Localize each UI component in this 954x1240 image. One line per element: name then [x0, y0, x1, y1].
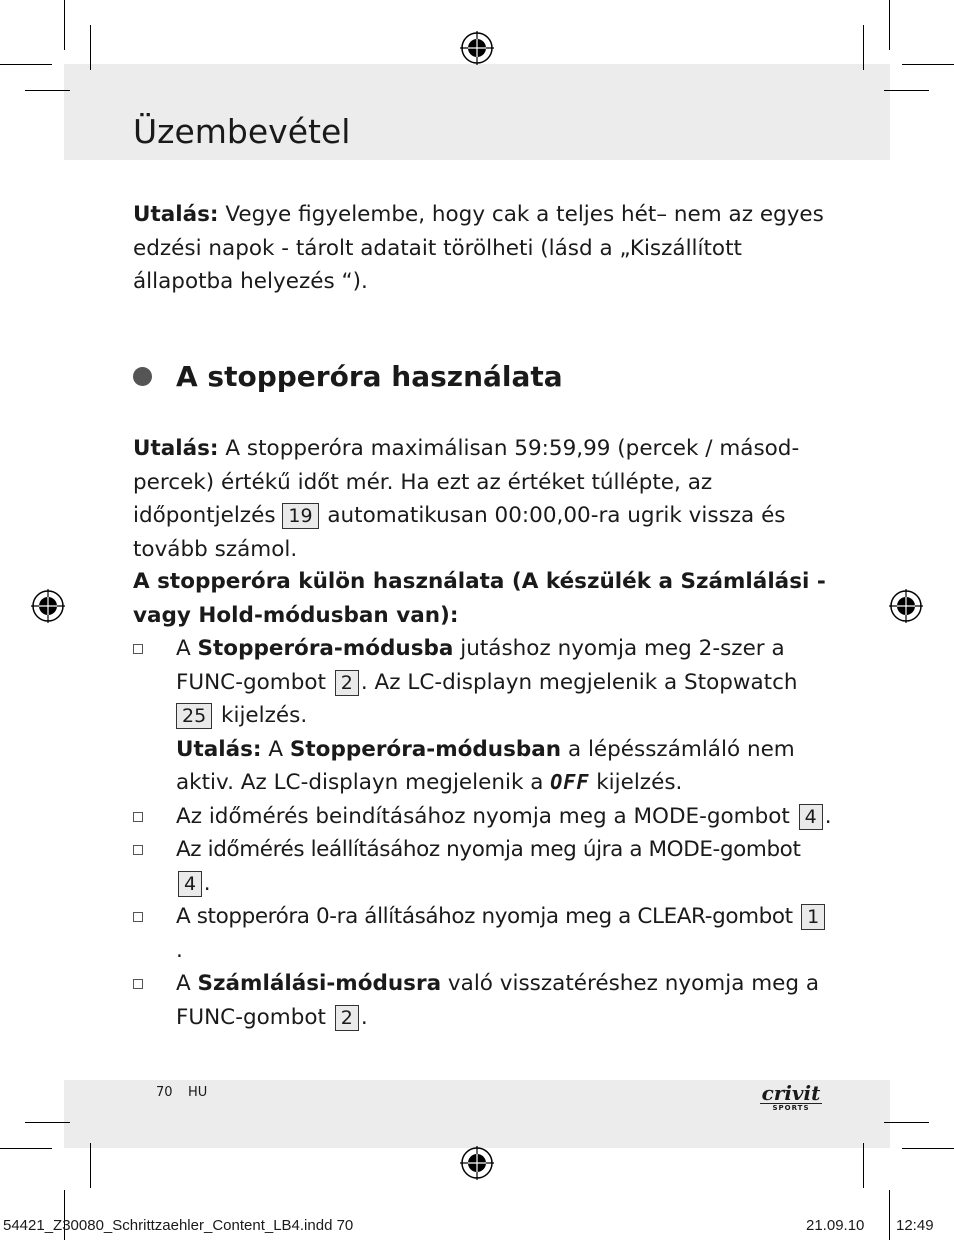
note-label: Utalás:: [133, 436, 219, 461]
step-text: Az időmérés leállításához nyomja meg újra a MODE-gombot: [176, 837, 801, 862]
note-text: A stopperóra maximálisan 59:59,99 (percek / másodpercek) értékű időt mér. Ha ezt az értéket túllépte, az időpontjelzés: [133, 436, 800, 528]
step-text: A: [176, 971, 198, 996]
step-text: . Az LC-displayn megjelenik a Stopwatch: [360, 669, 798, 695]
print-time: 12:49: [896, 1217, 934, 1234]
crop-mark: [64, 0, 65, 50]
crop-mark: [884, 1122, 929, 1123]
reference-number: 1: [801, 904, 825, 930]
list-item: [133, 800, 833, 834]
list-item: [133, 900, 833, 967]
checkbox-icon: [133, 644, 143, 654]
step-text: .: [824, 803, 832, 829]
note-label: Utalás:: [133, 202, 219, 227]
print-date: 21.09.10: [806, 1217, 865, 1234]
list-item: [133, 632, 833, 800]
step-emphasis: Stopperóra-módusban: [289, 736, 562, 762]
note-paragraph: [133, 198, 833, 299]
page-title: Üzembevétel: [133, 112, 351, 151]
crop-mark: [0, 1148, 52, 1149]
note-text: Vegye figyelembe, hogy cak a teljes hét– nem az egyes edzési napok - tárolt adatait törölheti (lásd a „Kiszállított állapotba helyezés “).: [133, 202, 824, 294]
list-item: [133, 967, 833, 1034]
note-label: Utalás:: [176, 736, 262, 762]
step-text: .: [176, 937, 183, 963]
checkbox-icon: [133, 912, 143, 922]
section-title: A stopperóra használata: [176, 360, 563, 393]
checkbox-icon: [133, 845, 143, 855]
crop-mark: [863, 25, 864, 70]
note-paragraph: [133, 432, 833, 566]
registration-mark-icon: [889, 589, 923, 623]
step-text: kijelzés.: [214, 703, 308, 728]
reference-number: 4: [799, 804, 823, 830]
reference-number: 4: [178, 871, 202, 897]
reference-number: 25: [176, 703, 212, 729]
registration-mark-icon: [460, 1146, 494, 1180]
subheading: A stopperóra külön használata (A készülék a Számlálási - vagy Hold-módusban van):: [133, 569, 826, 628]
checkbox-icon: [133, 812, 143, 822]
lcd-text: OFF: [550, 770, 590, 794]
bullet-icon: [133, 367, 152, 386]
step-text: való visszatéréshez nyomja meg a FUNC-gombot: [176, 971, 820, 1030]
note-text: automatikusan 00:00,00-ra ugrik vissza és tovább számol.: [133, 503, 786, 562]
crop-mark: [902, 1148, 954, 1149]
step-text: a lépésszámláló nem aktiv. Az LC-displayn megjelenik a: [176, 736, 795, 795]
section-heading: [133, 360, 563, 393]
reference-number: 2: [335, 1005, 359, 1031]
step-text: A stopperóra 0-ra állításához nyomja meg a CLEAR-gombot: [176, 904, 800, 929]
page-number: 70: [156, 1085, 173, 1100]
step-text: kijelzés.: [589, 770, 683, 795]
crop-mark: [889, 1190, 890, 1240]
reference-number: 2: [335, 670, 359, 696]
step-text: .: [360, 1004, 368, 1030]
crop-mark: [90, 1143, 91, 1188]
step-text: Az időmérés beindításához nyomja meg a MODE-gombot: [176, 803, 797, 829]
crop-mark: [863, 1143, 864, 1188]
crop-mark: [25, 90, 70, 91]
step-emphasis: Stopperóra-módusba: [197, 636, 454, 661]
brand-logo: [760, 1083, 822, 1112]
step-text: A: [176, 636, 198, 661]
reference-number: 19: [282, 503, 318, 529]
crop-mark: [884, 90, 929, 91]
logo-brand: crivit: [761, 1081, 821, 1105]
logo-sub: SPORTS: [760, 1103, 822, 1112]
crop-mark: [902, 64, 954, 65]
checkbox-icon: [133, 979, 143, 989]
step-emphasis: Számlálási-módusra: [197, 971, 442, 996]
crop-mark: [889, 0, 890, 50]
crop-mark: [90, 25, 91, 70]
step-text: jutáshoz nyomja meg 2-szer a FUNC-gombot: [176, 636, 785, 695]
list-item: [133, 833, 833, 900]
crop-mark: [0, 64, 52, 65]
step-list: [133, 632, 833, 1034]
crop-mark: [25, 1122, 70, 1123]
step-text: .: [203, 870, 211, 896]
language-code: HU: [188, 1085, 208, 1100]
step-text: A: [261, 736, 290, 762]
registration-mark-icon: [460, 31, 494, 65]
registration-mark-icon: [31, 589, 65, 623]
file-slug: 54421_Z30080_Schrittzaehler_Content_LB4.indd 70: [3, 1217, 354, 1234]
